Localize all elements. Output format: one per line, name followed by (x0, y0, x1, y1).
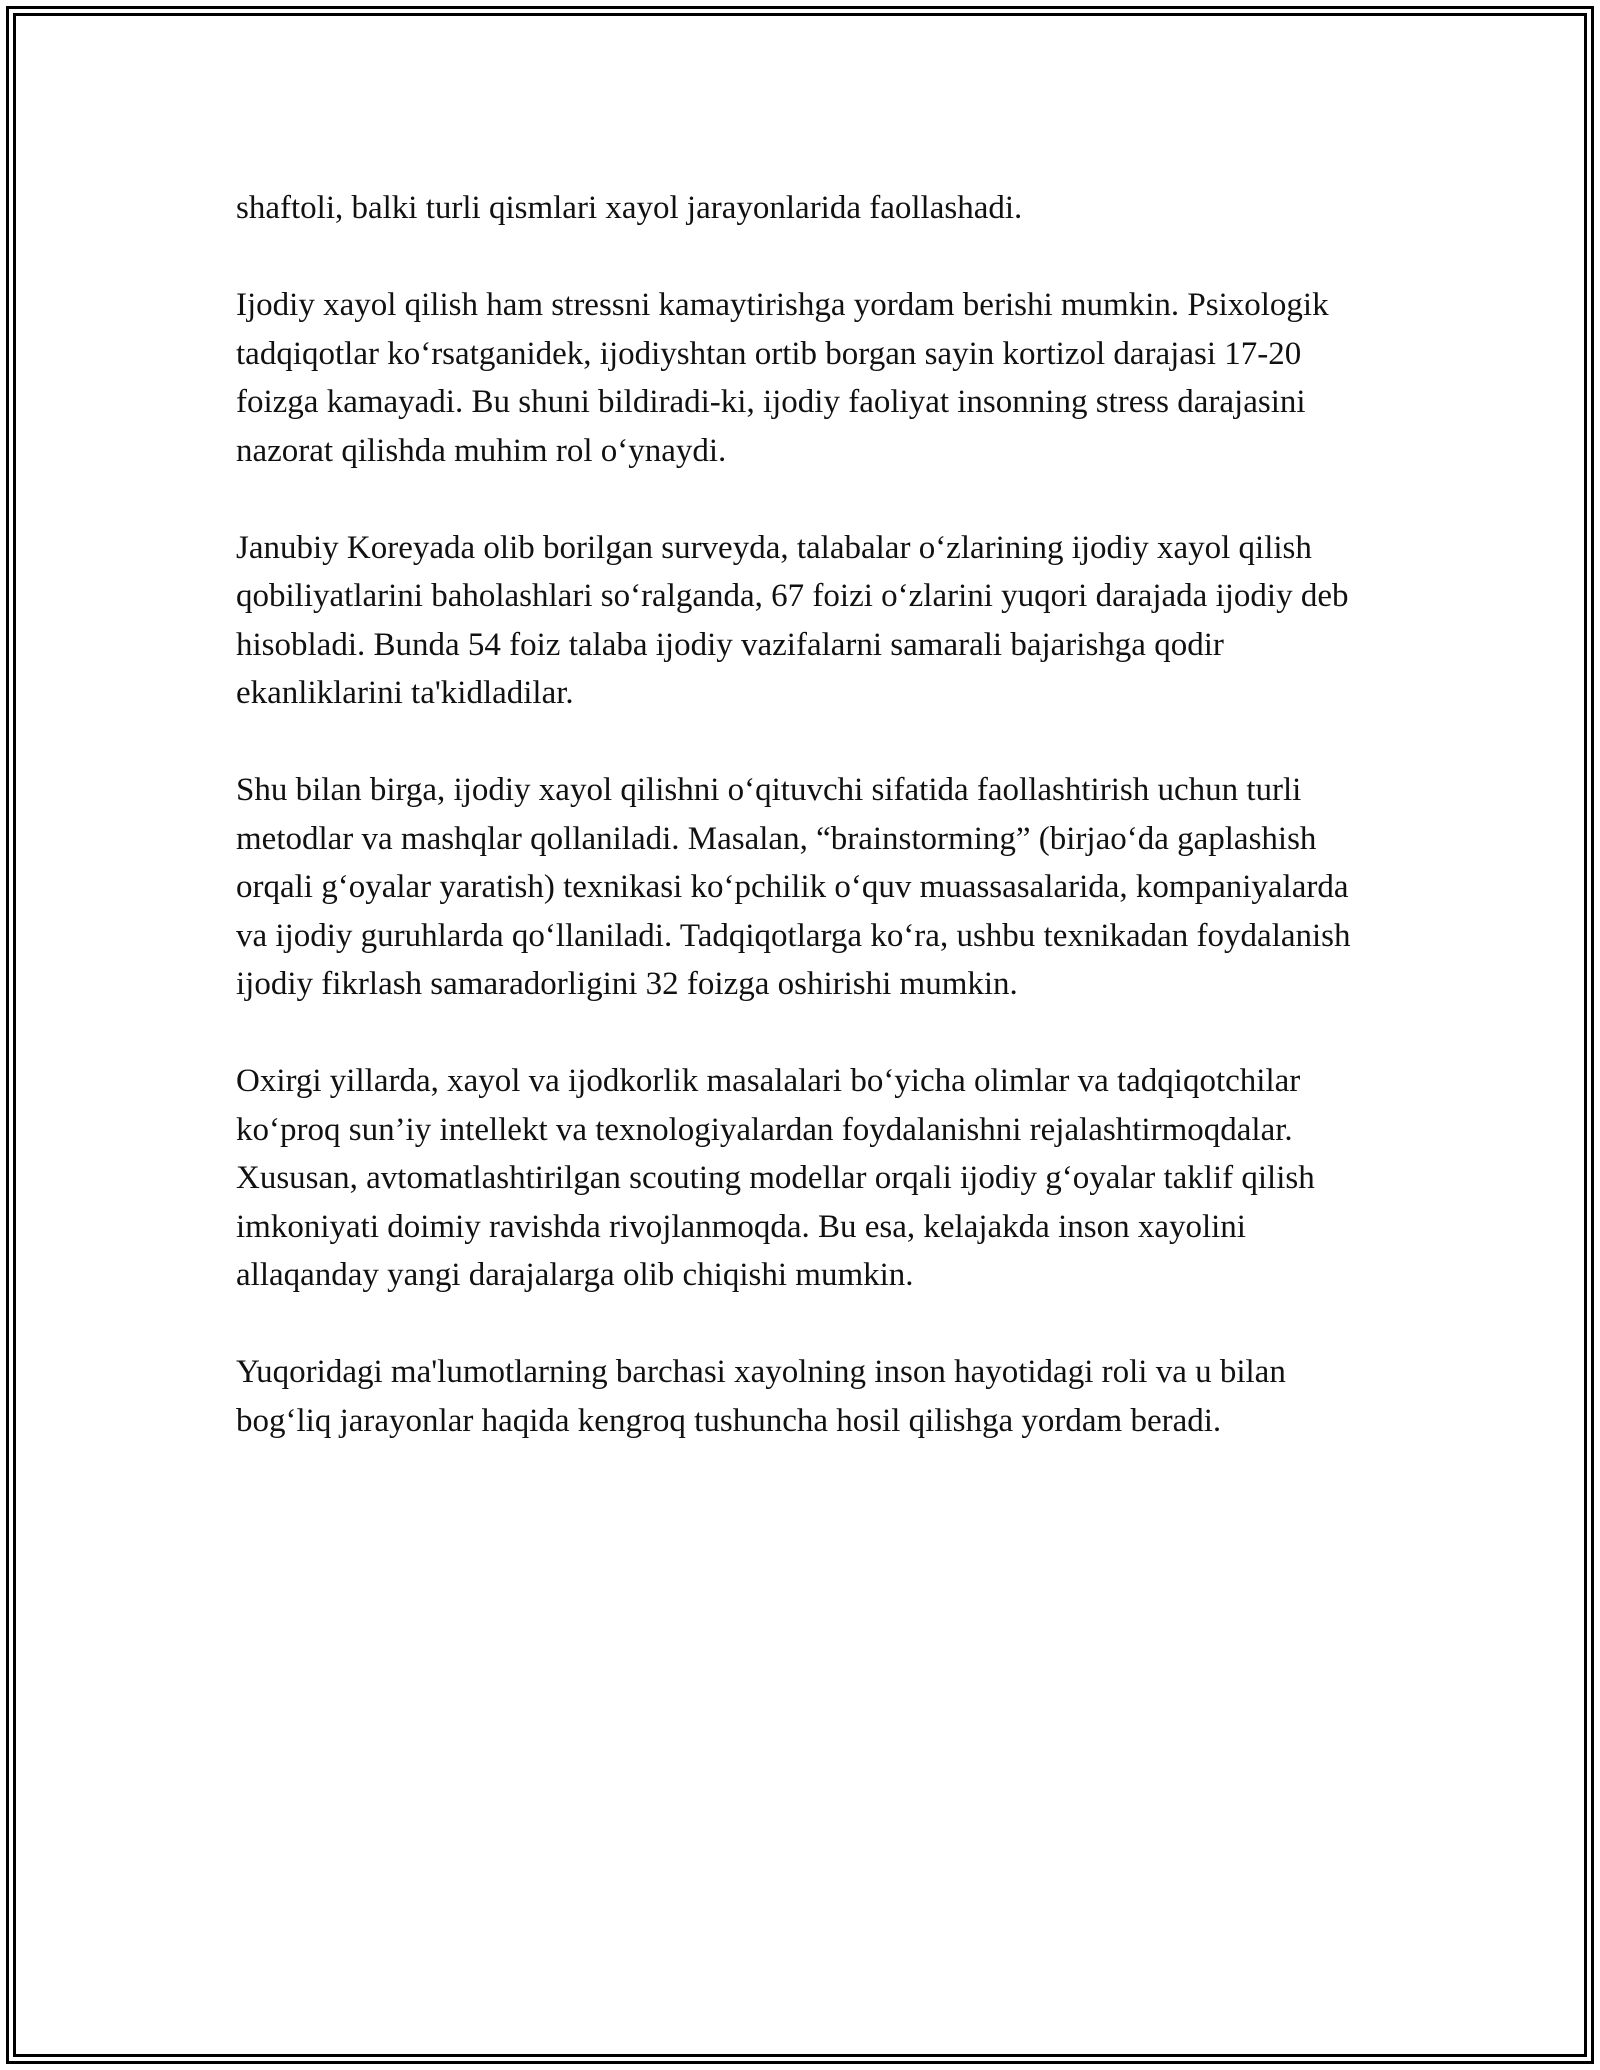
document-body (236, 184, 1360, 1445)
paragraph-3: Janubiy Koreyada olib borilgan surveyda, talabalar oʻzlarining ijodiy xayol qilish qobiliyatlarini baholashlari soʻralganda, 67 foizi oʻzlarini yuqori darajada ijodiy deb hisobladi. Bunda 54 foiz talaba ijodiy vazifalarni samarali bajarishga qodir ekanliklarini ta'kidladilar. (236, 529, 1349, 711)
paragraph-2: Ijodiy xayol qilish ham stressni kamaytirishga yordam berishi mumkin. Psixologik tadqiqotlar koʻrsatganidek, ijodiyshtan ortib borgan sayin kortizol darajasi 17-20 foizga kamayadi. Bu shuni bildiradi-ki, ijodiy faoliyat insonning stress darajasini nazorat qilishda muhim rol oʻynaydi. (236, 287, 1329, 469)
paragraph-1: shaftoli, balki turli qismlari xayol jarayonlarida faollashadi. (236, 190, 1023, 226)
paragraph-5: Oxirgi yillarda, xayol va ijodkorlik masalalari boʻyicha olimlar va tadqiqotchilar koʻproq sun’iy intellekt va texnologiyalardan foydalanishni rejalashtirmoqdalar. Xususan, avtomatlashtirilgan scouting modellar orqali ijodiy gʻoyalar taklif qilish imkoniyati doimiy ravishda rivojlanmoqda. Bu esa, kelajakda inson xayolini allaqanday yangi darajalarga olib chiqishi mumkin. (236, 1063, 1315, 1293)
paragraph-6: Yuqoridagi ma'lumotlarning barchasi xayolning inson hayotidagi roli va u bilan bogʻliq jarayonlar haqida kengroq tushuncha hosil qilishga yordam beradi. (236, 1354, 1286, 1439)
paragraph-4: Shu bilan birga, ijodiy xayol qilishni oʻqituvchi sifatida faollashtirish uchun turli metodlar va mashqlar qollaniladi. Masalan, “brainstorming” (birjaoʻda gaplashish orqali gʻoyalar yaratish) texnikasi koʻpchilik oʻquv muassasalarida, kompaniyalarda va ijodiy guruhlarda qoʻllaniladi. Tadqiqotlarga koʻra, ushbu texnikadan foydalanish ijodiy fikrlash samaradorligini 32 foizga oshirishi mumkin. (236, 772, 1351, 1002)
